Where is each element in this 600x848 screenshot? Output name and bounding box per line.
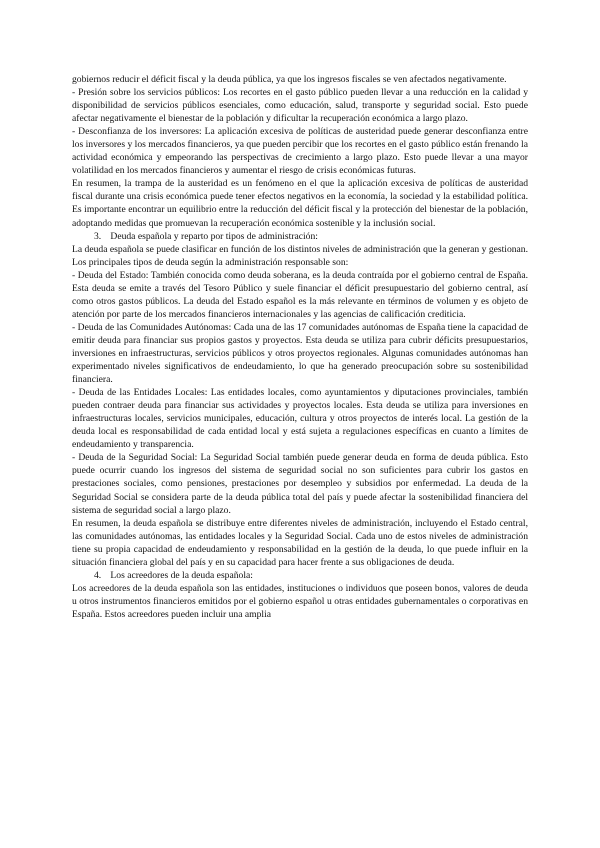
paragraph-social-security-debt: - Deuda de la Seguridad Social: La Seguridad Social también puede generar deuda en forma de deuda pública. Esto puede ocurrir cuando los ingresos del sistema de seguridad social no son suficientes para cubrir los gastos en prestaciones sociales, como pensiones, prestaciones por desempleo y subsidios por enfermedad. La deuda de la Seguridad Social se considera parte de la deuda pública total del país y puede afectar la sostenibilidad financiera del sistema de seguridad social a largo plazo. xyxy=(72,452,528,516)
section-3-title: Deuda española y reparto por tipos de administración: xyxy=(110,230,318,242)
paragraph-debt-summary: En resumen, la deuda española se distribuye entre diferentes niveles de administración, incluyendo el Estado central, las comunidades autónomas, las entidades locales y la Seguridad Social. Cada uno de estos niveles de administración tiene su propia capacidad de endeudamiento y responsabilidad en la gestión de la deuda, lo que puede influir en la situación financiera global del país y en su capacidad para hacer frente a sus obligaciones de deuda. xyxy=(72,517,528,568)
section-4-title: Los acreedores de la deuda española: xyxy=(110,569,253,581)
paragraph-creditors: Los acreedores de la deuda española son las entidades, instituciones o individuos que poseen bonos, valores de deuda u otros instrumentos financieros emitidos por el gobierno español u otras entidades gubernamentales o corporativas en España. Estos acreedores pueden incluir una amplia xyxy=(72,582,528,620)
section-3-heading xyxy=(72,230,528,243)
section-4-heading xyxy=(72,569,528,582)
document-page xyxy=(72,73,528,621)
section-4-number: 4. xyxy=(94,569,102,581)
paragraph-state-debt: - Deuda del Estado: También conocida como deuda soberana, es la deuda contraída por el gobierno central de España. Esta deuda se emite a través del Tesoro Público y suele financiar el déficit presupuestario del gobierno central, así como otros gastos públicos. La deuda del Estado español es la más relevante en términos de volumen y es objeto de atención por parte de los mercados financieros internacionales y las agencias de calificación crediticia. xyxy=(72,269,528,320)
paragraph-regional-debt: - Deuda de las Comunidades Autónomas: Cada una de las 17 comunidades autónomas de España tiene la capacidad de emitir deuda para financiar sus propios gastos y proyectos. Esta deuda se utiliza para cubrir déficits presupuestarios, inversiones en infraestructuras, servicios públicos y otros proyectos regionales. Algunas comunidades autónomas han experimentado niveles significativos de endeudamiento, lo que ha generado preocupación sobre su sostenibilidad financiera. xyxy=(72,321,528,386)
paragraph-investor-distrust: - Desconfianza de los inversores: La aplicación excesiva de políticas de austeridad puede generar desconfianza entre los inversores y los mercados financieros, ya que pueden percibir que los recortes en el gasto público están frenando la actividad económica y empeorando las perspectivas de crecimiento a largo plazo. Esto puede llevar a una mayor volatilidad en los mercados financieros y aumentar el riesgo de crisis económicas futuras. xyxy=(72,126,528,177)
paragraph-local-debt: - Deuda de las Entidades Locales: Las entidades locales, como ayuntamientos y diputaciones provinciales, también pueden contraer deuda para financiar sus actividades y proyectos locales. Esta deuda se utiliza para inversiones en infraestructuras locales, servicios municipales, educación, cultura y otros proyectos de interés local. La gestión de la deuda local es responsabilidad de cada entidad local y está sujeta a regulaciones específicas en cuanto a límites de endeudamiento y transparencia. xyxy=(72,387,528,451)
section-3-number: 3. xyxy=(94,230,102,242)
paragraph-austerity-summary: En resumen, la trampa de la austeridad es un fenómeno en el que la aplicación excesiva de políticas de austeridad fiscal durante una crisis económica puede tener efectos negativos en la economía, la sociedad y la estabilidad política. Es importante encontrar un equilibrio entre la reducción del déficit fiscal y la protección del bienestar de la población, adoptando medidas que promuevan la recuperación económica sostenible y la inclusión social. xyxy=(72,178,528,229)
paragraph-debt-classification: La deuda española se puede clasificar en función de los distintos niveles de administración que la generan y gestionan. Los principales tipos de deuda según la administración responsable son: xyxy=(72,243,528,268)
paragraph-public-services: - Presión sobre los servicios públicos: Los recortes en el gasto público pueden llevar a una reducción en la calidad y disponibilidad de servicios públicos esenciales, como educación, salud, transporte y seguridad social. Esto puede afectar negativamente el bienestar de la población y dificultar la recuperación económica a largo plazo. xyxy=(72,87,528,125)
paragraph-fiscal-revenue: gobiernos reducir el déficit fiscal y la deuda pública, ya que los ingresos fiscales se ven afectados negativamente. xyxy=(72,74,507,85)
